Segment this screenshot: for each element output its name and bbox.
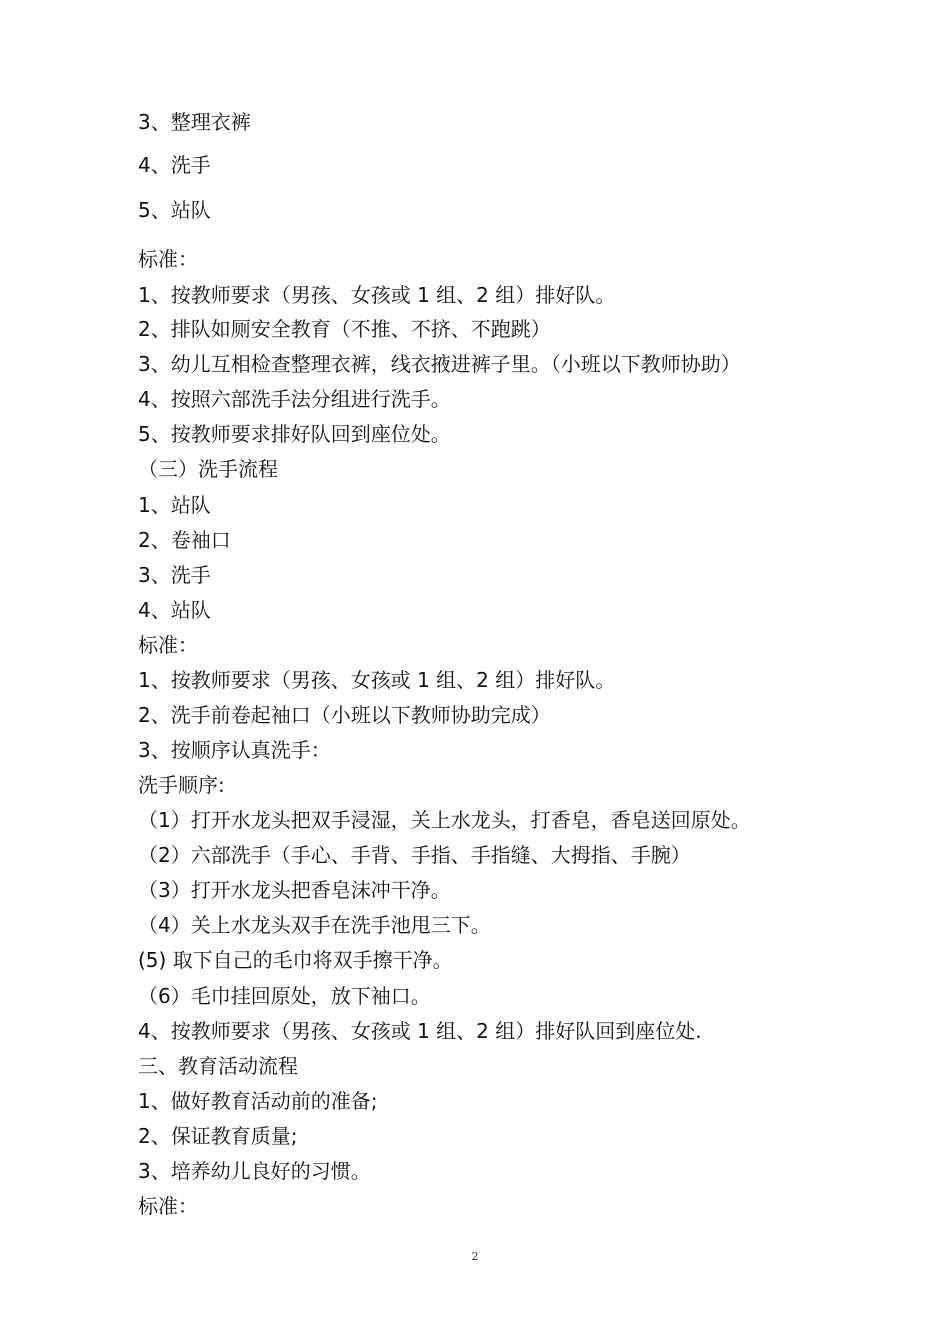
text-line: 3、培养幼儿良好的习惯。 bbox=[138, 1159, 371, 1183]
text-line: 2、排队如厕安全教育（不推、不挤、不跑跳） bbox=[138, 317, 551, 341]
text-line: 2、卷袖口 bbox=[138, 528, 231, 552]
text-line: 1、做好教育活动前的准备; bbox=[138, 1089, 378, 1113]
section-heading: （三）洗手流程 bbox=[138, 457, 278, 481]
text-line: 1、按教师要求（男孩、女孩或 1 组、2 组）排好队。 bbox=[138, 283, 616, 307]
page-number: 2 bbox=[471, 1250, 479, 1263]
text-line: 3、整理衣裤 bbox=[138, 110, 251, 134]
text-line: 3、按顺序认真洗手： bbox=[138, 738, 331, 762]
section-label: 标准： bbox=[138, 1194, 198, 1218]
text-line: （3）打开水龙头把香皂沫冲干净。 bbox=[138, 878, 451, 902]
section-label: 标准： bbox=[138, 247, 198, 271]
text-line: 5、站队 bbox=[138, 198, 211, 222]
text-line: 4、站队 bbox=[138, 598, 211, 622]
text-line: 5、按教师要求排好队回到座位处。 bbox=[138, 422, 451, 446]
text-line: （1）打开水龙头把双手浸湿，关上水龙头，打香皂，香皂送回原处。 bbox=[138, 808, 751, 832]
text-line: 4、洗手 bbox=[138, 153, 211, 177]
text-line: 4、按教师要求（男孩、女孩或 1 组、2 组）排好队回到座位处. bbox=[138, 1019, 702, 1043]
text-line: 1、站队 bbox=[138, 493, 211, 517]
text-line: （6）毛巾挂回原处，放下袖口。 bbox=[138, 984, 431, 1008]
section-label: 标准： bbox=[138, 633, 198, 657]
text-line: （4）关上水龙头双手在洗手池甩三下。 bbox=[138, 913, 491, 937]
text-line: 4、按照六部洗手法分组进行洗手。 bbox=[138, 387, 451, 411]
section-heading: 三、教育活动流程 bbox=[138, 1054, 298, 1078]
text-line: 2、洗手前卷起袖口（小班以下教师协助完成） bbox=[138, 703, 551, 727]
text-line: 1、按教师要求（男孩、女孩或 1 组、2 组）排好队。 bbox=[138, 668, 616, 692]
text-line: （2）六部洗手（手心、手背、手指、手指缝、大拇指、手腕） bbox=[138, 843, 691, 867]
text-line: (5) 取下自己的毛巾将双手擦干净。 bbox=[138, 948, 453, 972]
section-label: 洗手顺序: bbox=[138, 773, 225, 797]
text-line: 3、洗手 bbox=[138, 563, 211, 587]
text-line: 3、幼儿互相检查整理衣裤，线衣掖进裤子里。（小班以下教师协助） bbox=[138, 352, 741, 376]
text-line: 2、保证教育质量; bbox=[138, 1124, 298, 1148]
